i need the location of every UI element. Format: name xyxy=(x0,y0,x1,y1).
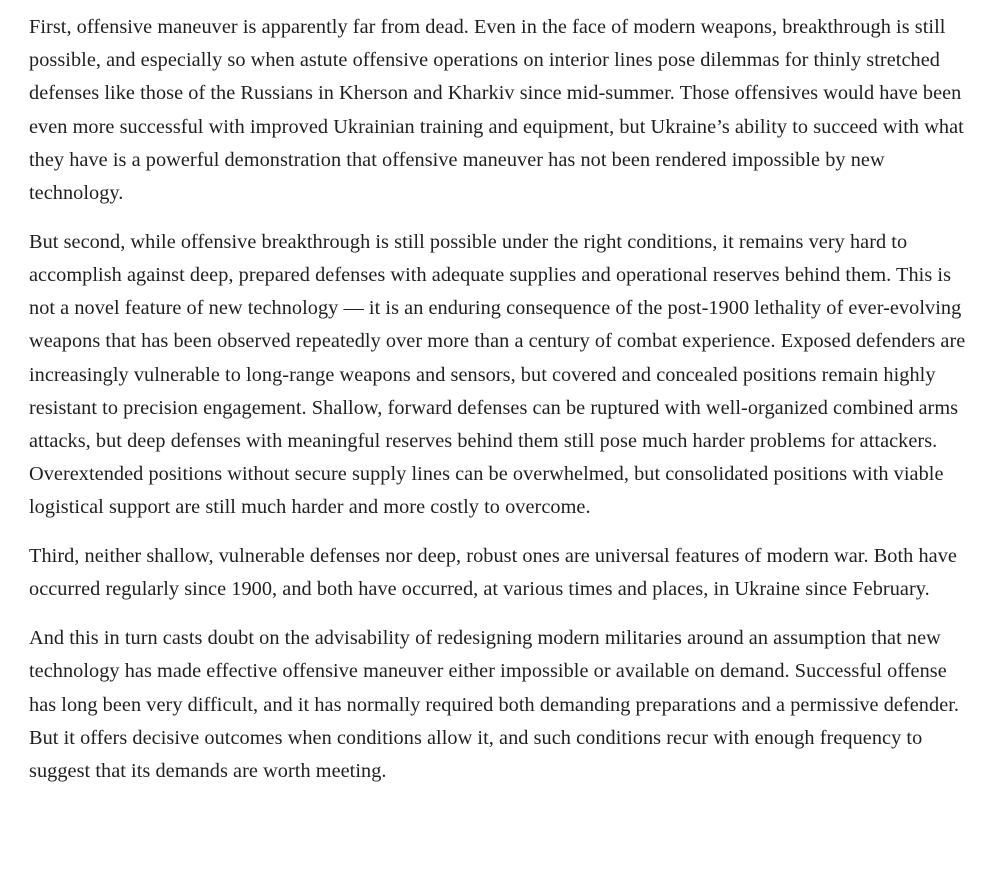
paragraph-conclusion: And this in turn casts doubt on the advisability of redesigning modern militaries around an assumption that new technology has made effective offensive maneuver either impossible or available on demand. Successful offense has long been very difficult, and it has normally required both demanding preparations and a permissive defender. But it offers decisive outcomes when conditions allow it, and such conditions recur with enough frequency to suggest that its demands are worth meeting. xyxy=(29,627,960,783)
paragraph-first: First, offensive maneuver is apparently far from dead. Even in the face of modern weapons, breakthrough is still possible, and especially so when astute offensive operations on interior lines pose dilemmas for thinly stretched defenses like those of the Russians in Kherson and Kharkiv since mid-summer. Those offensives would have been even more successful with improved Ukrainian training and equipment, but Ukraine’s ability to succeed with what they have is a powerful demonstration that offensive maneuver has not been rendered impossible by new technology. xyxy=(29,16,964,205)
article-body xyxy=(29,11,979,804)
paragraph-second: But second, while offensive breakthrough is still possible under the right conditions, it remains very hard to accomplish against deep, prepared defenses with adequate supplies and operational reserves behind them. This is not a novel feature of new technology — it is an enduring consequence of the post-1900 lethality of ever-evolving weapons that has been observed repeatedly over more than a century of combat experience. Exposed defenders are increasingly vulnerable to long-range weapons and sensors, but covered and concealed positions remain highly resistant to precision engagement. Shallow, forward defenses can be ruptured with well-organized combined arms attacks, but deep defenses with meaningful reserves behind them still pose much harder problems for attackers. Overextended positions without secure supply lines can be overwhelmed, but consolidated positions with viable logistical support are still much harder and more costly to overcome. xyxy=(29,230,966,519)
paragraph-third: Third, neither shallow, vulnerable defenses nor deep, robust ones are universal features of modern war. Both have occurred regularly since 1900, and both have occurred, at various times and places, in Ukraine since February. xyxy=(29,545,957,601)
